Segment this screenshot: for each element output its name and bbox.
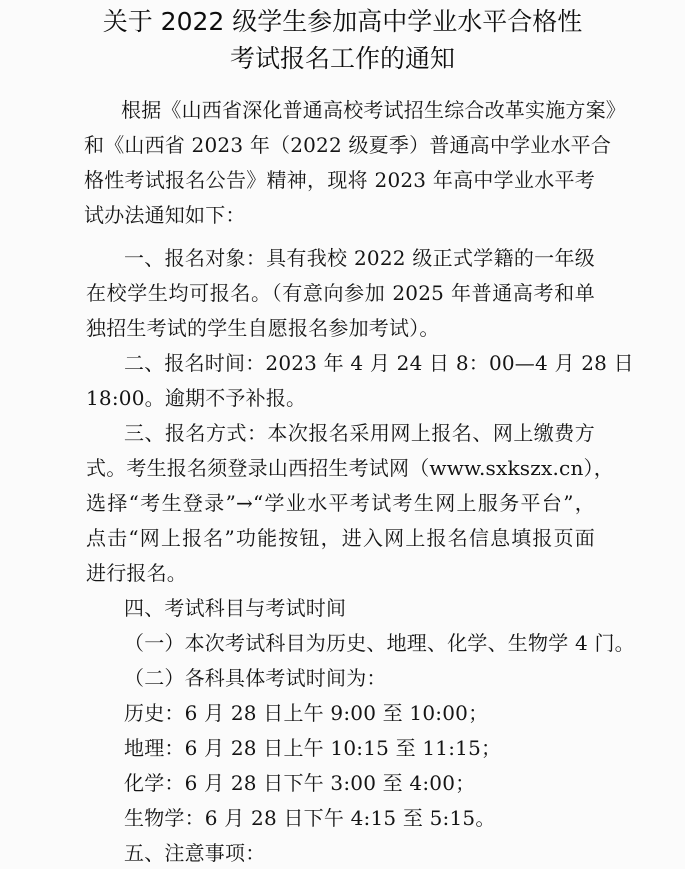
section2-line-2: 18:00。逾期不予补报。 bbox=[86, 386, 307, 410]
section4-heading: 四、考试科目与考试时间 bbox=[124, 596, 347, 620]
section1-line-1: 一、报名对象：具有我校 2022 级正式学籍的一年级 bbox=[124, 246, 595, 270]
exam-time-history: 历史：6 月 28 日上午 9:00 至 10:00； bbox=[124, 701, 489, 725]
section4-sub-1: （一）本次考试科目为历史、地理、化学、生物学 4 门。 bbox=[124, 631, 635, 655]
section3-line-2: 式。考生报名须登录山西招生考试网（www.sxkszx.cn）， bbox=[86, 456, 614, 480]
exam-time-geography: 地理：6 月 28 日上午 10:15 至 11:15； bbox=[124, 736, 502, 760]
intro-line-1: 根据《山西省深化普通高校考试招生综合改革实施方案》 bbox=[121, 98, 626, 122]
document-title-line-2: 考试报名工作的通知 bbox=[229, 44, 455, 73]
section1-line-2: 在校学生均可报名。（有意向参加 2025 年普通高考和单 bbox=[86, 281, 595, 305]
section1-line-3: 独招生考试的学生自愿报名参加考试）。 bbox=[86, 316, 440, 340]
section3-line-4: 点击“网上报名”功能按钮，进入网上报名信息填报页面 bbox=[86, 526, 595, 550]
exam-time-chemistry: 化学：6 月 28 日下午 3:00 至 4:00； bbox=[124, 771, 476, 795]
section3-line-3: 选择“考生登录”→“学业水平考试考生网上服务平台”， bbox=[86, 491, 595, 515]
intro-line-2: 和《山西省 2023 年（2022 级夏季）普通高中学业水平合 bbox=[84, 133, 612, 157]
intro-line-4: 试办法通知如下： bbox=[84, 203, 246, 227]
section4-sub-2: （二）各科具体考试时间为： bbox=[124, 666, 387, 690]
section5-heading: 五、注意事项： bbox=[124, 841, 266, 865]
exam-time-biology: 生物学：6 月 28 日下午 4:15 至 5:15。 bbox=[124, 806, 496, 830]
section2-line-1: 二、报名时间：2023 年 4 月 24 日 8：00—4 月 28 日 bbox=[124, 351, 634, 375]
section3-line-5: 进行报名。 bbox=[86, 561, 187, 585]
intro-line-3: 格性考试报名公告》精神，现将 2023 年高中学业水平考 bbox=[84, 168, 595, 192]
section3-line-1: 三、报名方式：本次报名采用网上报名、网上缴费方 bbox=[124, 421, 595, 445]
document-title-line-1: 关于 2022 级学生参加高中学业水平合格性 bbox=[102, 7, 583, 36]
